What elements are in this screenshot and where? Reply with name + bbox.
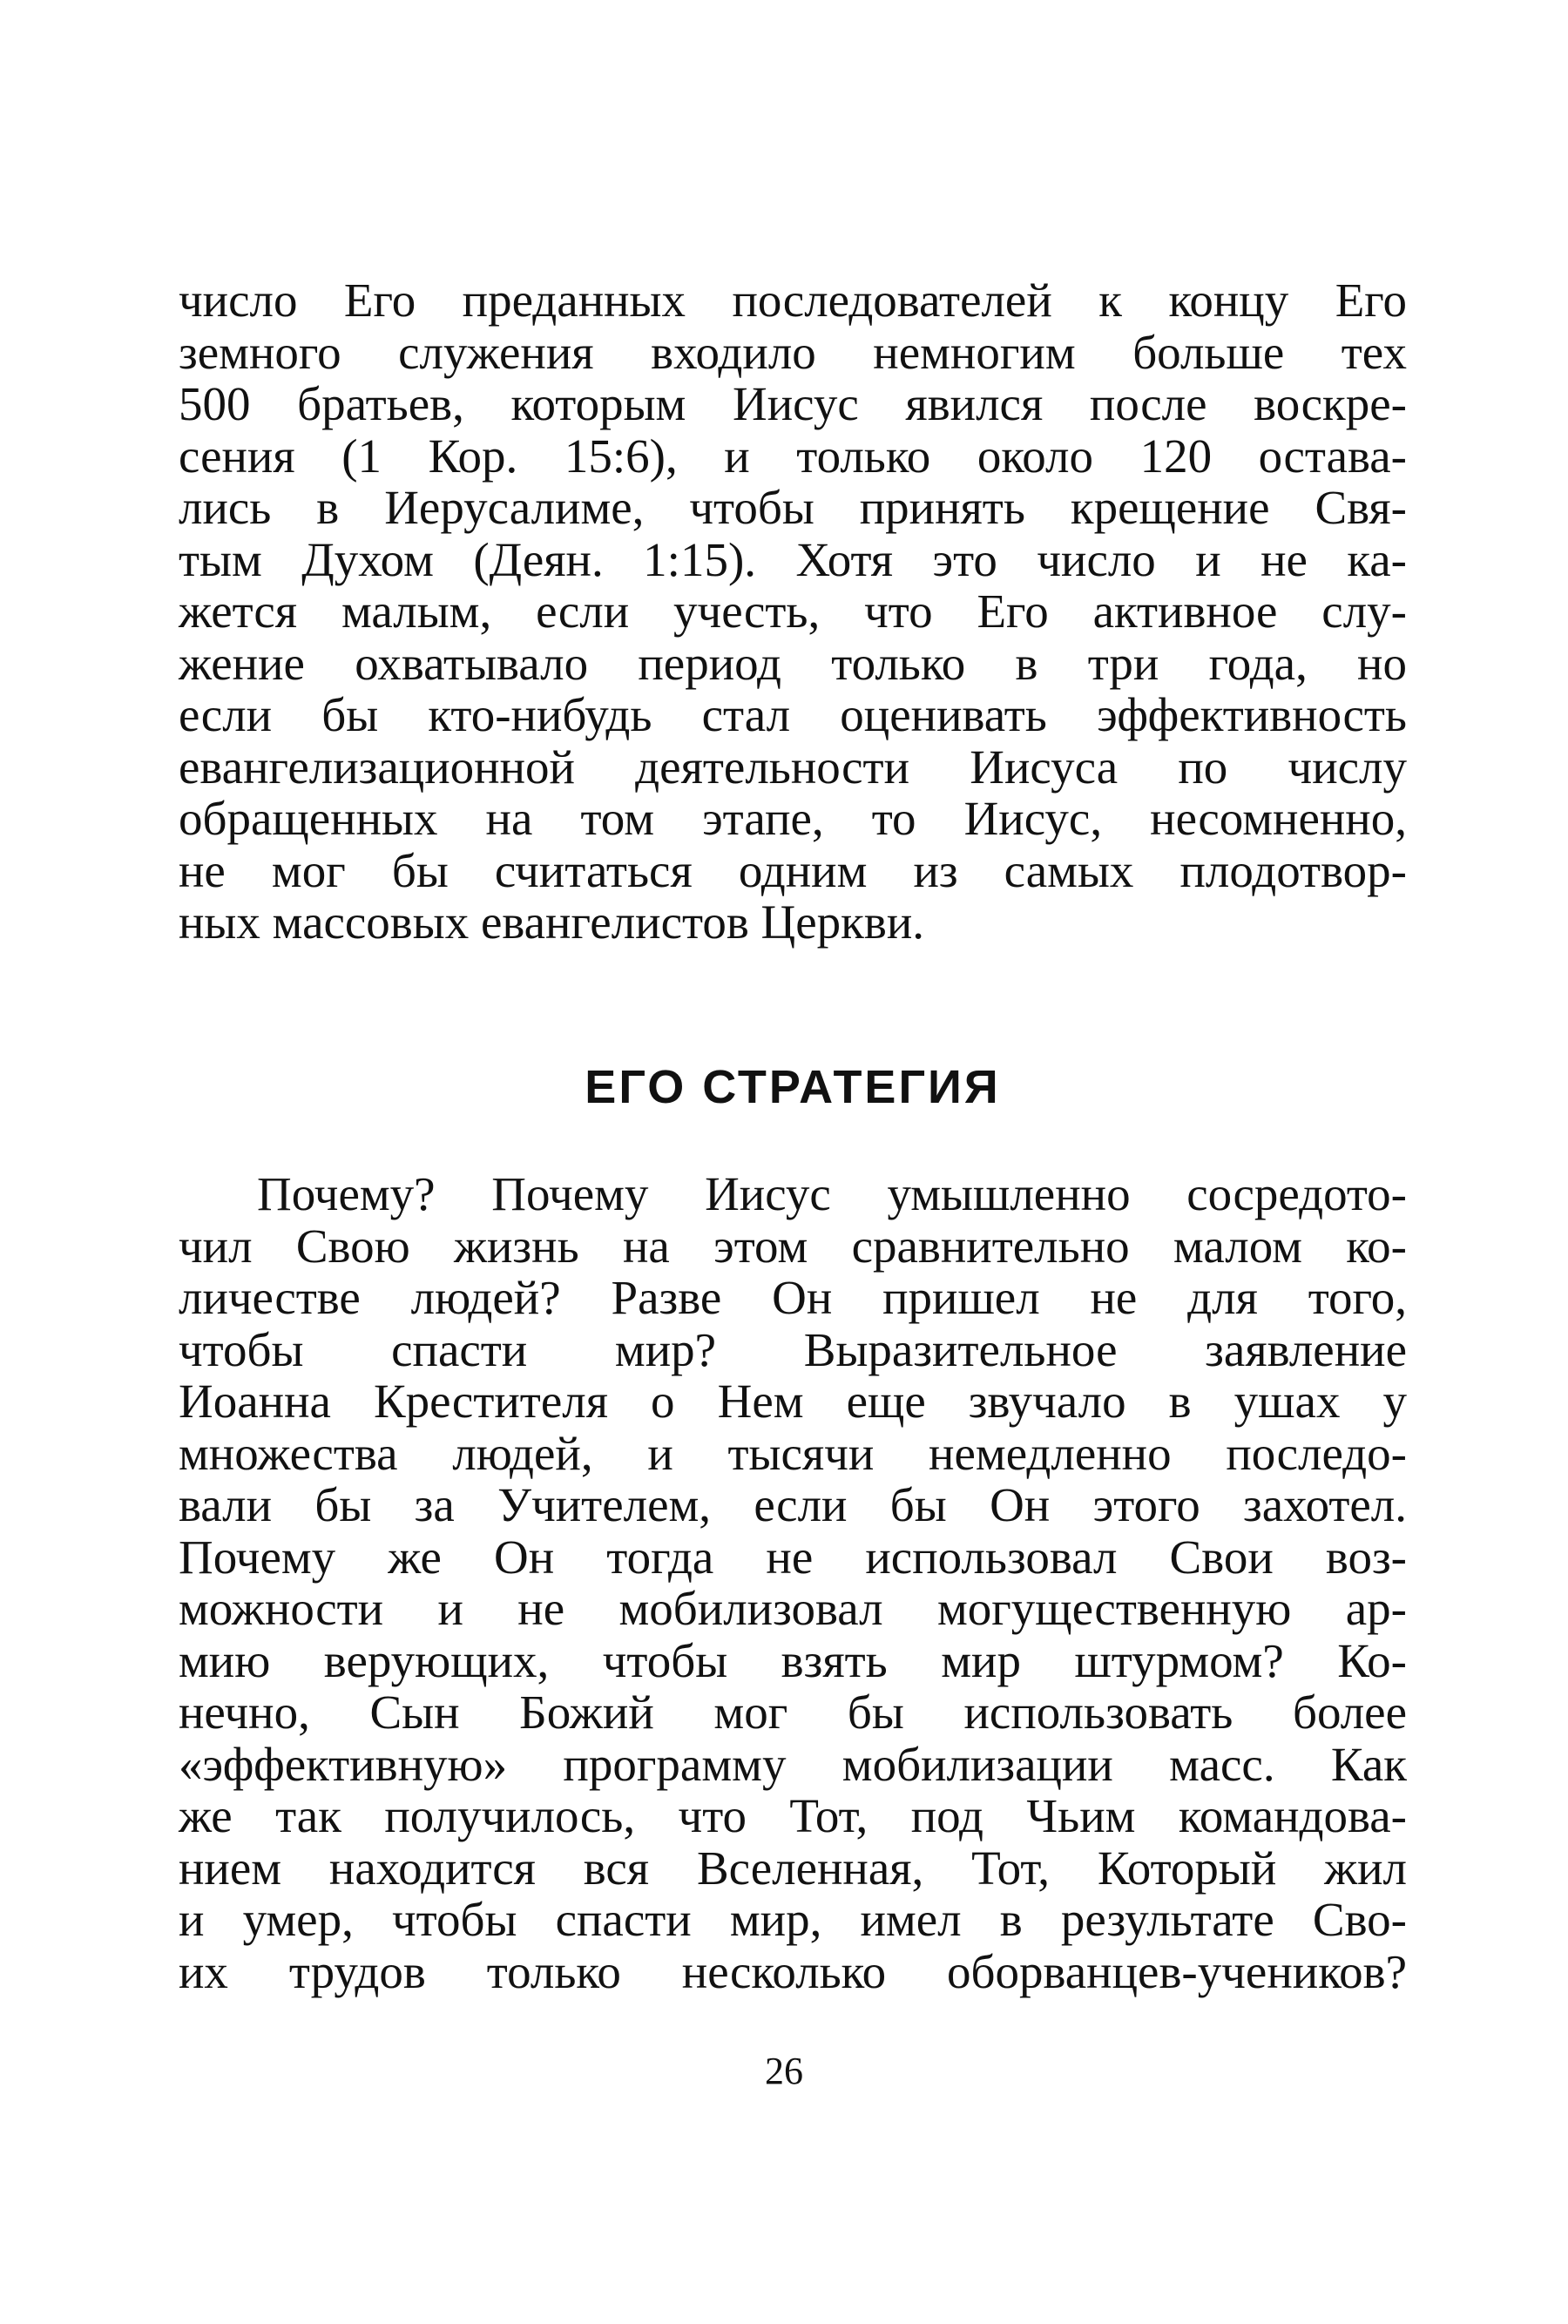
text-line: личестве людей? Разве Он пришел не для того,	[179, 1271, 1407, 1324]
text-line: жется малым, если учесть, что Его активное слу-	[179, 584, 1407, 638]
text-line: тым Духом (Деян. 1:15). Хотя это число и не ка-	[179, 532, 1407, 586]
text-line: нечно, Сын Божий мог бы использовать более	[179, 1686, 1407, 1739]
text-line: 500 братьев, которым Иисус явился после воскре-	[179, 377, 1407, 430]
paragraph-continued	[179, 274, 1407, 949]
text-line: евангелизационной деятельности Иисуса по числу	[179, 740, 1407, 794]
text-line: и умер, чтобы спасти мир, имел в результате Сво-	[179, 1893, 1407, 1946]
text-line: множества людей, и тысячи немедленно последо-	[179, 1426, 1407, 1480]
text-line: Иоанна Крестителя о Нем еще звучало в ушах у	[179, 1375, 1407, 1428]
text-line: нием находится вся Вселенная, Тот, Который жил	[179, 1841, 1407, 1895]
text-line: лись в Иерусалиме, чтобы принять крещение Свя-	[179, 481, 1407, 534]
text-line: их трудов только несколько оборванцев-учеников?	[179, 1944, 1407, 1998]
text-line: земного служения входило немногим больше тех	[179, 325, 1407, 379]
text-line: число Его преданных последователей к концу Его	[179, 274, 1407, 327]
text-line: ных массовых евангелистов Церкви.	[179, 895, 925, 949]
text-line: же так получилось, что Тот, под Чьим командова-	[179, 1789, 1407, 1842]
text-line: мию верующих, чтобы взять мир штурмом? Ко-	[179, 1633, 1407, 1687]
text-line: вали бы за Учителем, если бы Он этого захотел.	[179, 1478, 1407, 1531]
text-line: обращенных на том этапе, то Иисус, несомненно,	[179, 792, 1407, 845]
text-line: если бы кто-нибудь стал оценивать эффективность	[179, 688, 1407, 741]
text-line: Почему же Он тогда не использовал Свои воз-	[179, 1530, 1407, 1584]
text-line: чтобы спасти мир? Выразительное заявление	[179, 1322, 1407, 1376]
paragraph-strategy	[179, 1168, 1407, 1997]
text-line: Почему? Почему Иисус умышленно сосредото-	[257, 1167, 1407, 1220]
page-number: 26	[765, 2050, 803, 2092]
section-heading: ЕГО СТРАТЕГИЯ	[585, 1061, 1001, 1113]
text-line: сения (1 Кор. 15:6), и только около 120 остава-	[179, 429, 1407, 483]
text-line: «эффективную» программу мобилизации масс. Как	[179, 1737, 1407, 1791]
text-line: жение охватывало период только в три года, но	[179, 636, 1407, 690]
text-line: не мог бы считаться одним из самых плодотвор-	[179, 843, 1407, 897]
text-line: чил Свою жизнь на этом сравнительно малом ко-	[179, 1219, 1407, 1273]
text-line: можности и не мобилизовал могущественную ар-	[179, 1582, 1407, 1635]
